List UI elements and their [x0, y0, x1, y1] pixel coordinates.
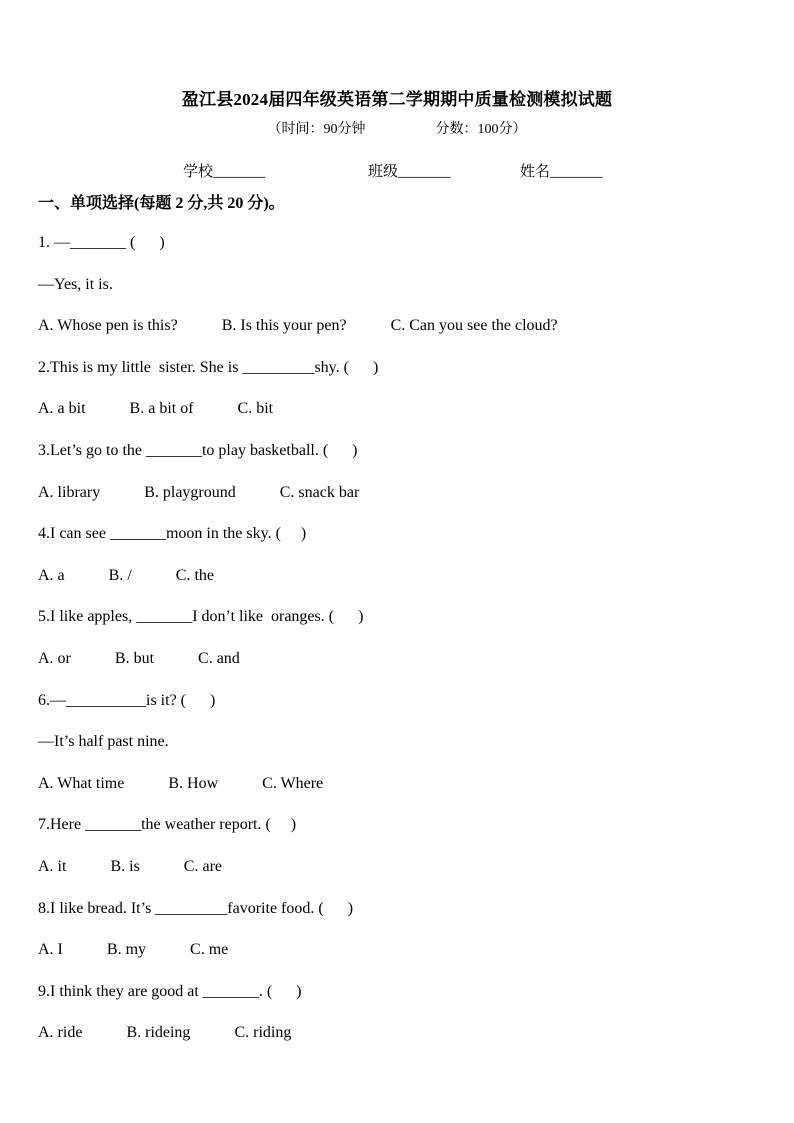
- question-stem: 9.I think they are good at _______. ( ): [38, 982, 302, 1000]
- answer-option: B. is: [110, 857, 140, 875]
- answer-option: C. Can you see the cloud?: [390, 317, 558, 335]
- answer-option: C. the: [175, 566, 214, 584]
- class-field: 班级_______: [368, 164, 451, 180]
- answer-options: [38, 648, 758, 690]
- question-stem: 6.—__________is it? ( ): [38, 691, 216, 709]
- answer-option: B. my: [106, 941, 147, 959]
- question-stem: 2.This is my little sister. She is _________shy. ( ): [38, 358, 379, 376]
- answer-options: [38, 315, 758, 357]
- answer-option: A. ride: [38, 1024, 83, 1042]
- answer-option: C. are: [183, 857, 222, 875]
- question-stem: 4.I can see _______moon in the sky. ( ): [38, 525, 307, 543]
- question-stem: 3.Let’s go to the _______to play basketball. ( ): [38, 441, 358, 459]
- answer-option: A. or: [38, 649, 71, 667]
- question-response: —Yes, it is.: [38, 275, 113, 293]
- answer-option: C. riding: [234, 1024, 292, 1042]
- answer-options: [38, 939, 758, 981]
- question-stem: 7.Here _______the weather report. ( ): [38, 816, 297, 834]
- exam-title: 盈江县2024届四年级英语第二学期期中质量检测模拟试题: [181, 90, 613, 109]
- name-field: 姓名_______: [520, 164, 603, 180]
- exam-subtitle: （时间：90分钟 分数：100分）: [267, 122, 527, 137]
- answer-option: B. /: [108, 566, 132, 584]
- answer-option: B. but: [114, 649, 155, 667]
- answer-option: A. a: [38, 566, 65, 584]
- question-list: [38, 232, 758, 1064]
- answer-option: B. playground: [144, 483, 236, 501]
- answer-options: [38, 1022, 758, 1064]
- answer-option: A. Whose pen is this?: [38, 317, 178, 335]
- section-title: 一、单项选择(每题 2 分,共 20 分)。: [38, 195, 285, 212]
- answer-option: A. a bit: [38, 400, 86, 418]
- answer-options: [38, 482, 758, 524]
- answer-option: A. it: [38, 857, 67, 875]
- answer-options: [38, 398, 758, 440]
- school-field: 学校_______: [183, 164, 266, 180]
- answer-option: C. Where: [262, 774, 324, 792]
- answer-option: C. me: [190, 941, 229, 959]
- answer-option: B. a bit of: [129, 400, 194, 418]
- question-stem: 5.I like apples, _______I don’t like oranges. ( ): [38, 608, 364, 626]
- question-response: —It’s half past nine.: [38, 733, 169, 751]
- answer-option: C. snack bar: [279, 483, 360, 501]
- answer-option: A. library: [38, 483, 101, 501]
- answer-option: B. Is this your pen?: [221, 317, 347, 335]
- answer-options: [38, 565, 758, 607]
- answer-option: A. What time: [38, 774, 125, 792]
- question-stem: 8.I like bread. It’s _________favorite food. ( ): [38, 899, 354, 917]
- answer-option: C. bit: [237, 400, 274, 418]
- answer-options: [38, 856, 758, 898]
- answer-option: B. rideing: [126, 1024, 191, 1042]
- answer-option: B. How: [168, 774, 219, 792]
- question-stem: 1. —_______ ( ): [38, 234, 165, 251]
- answer-option: A. I: [38, 941, 63, 959]
- answer-options: [38, 773, 758, 815]
- answer-option: C. and: [198, 649, 240, 667]
